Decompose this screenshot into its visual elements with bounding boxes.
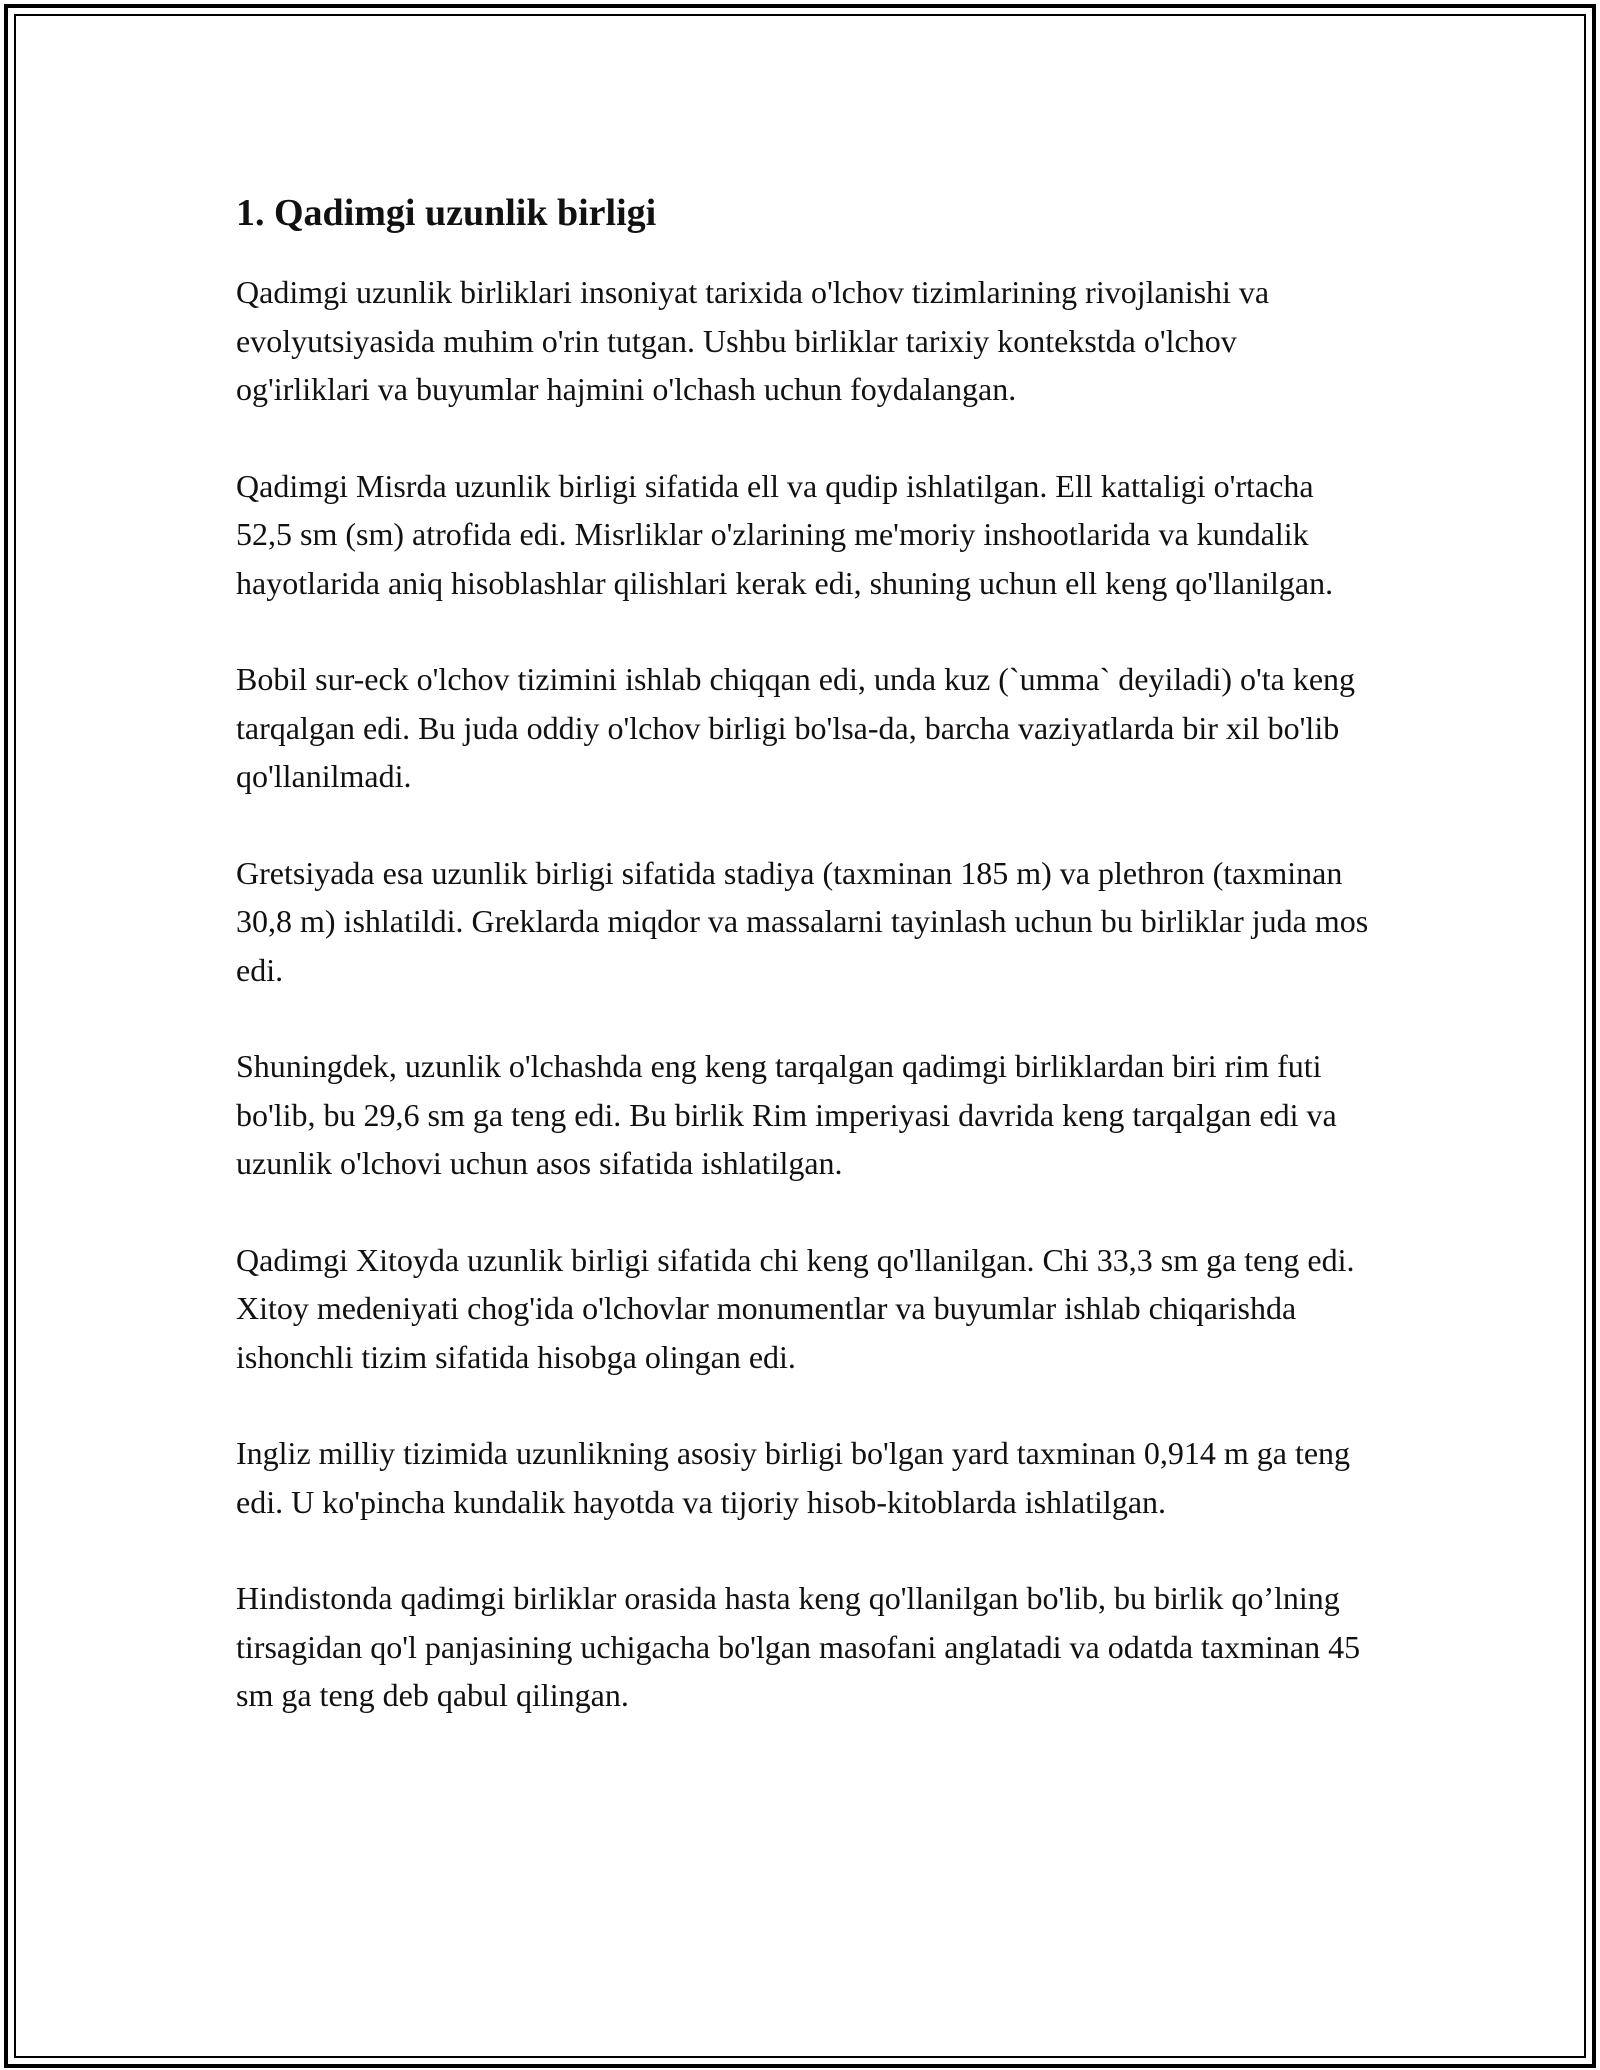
paragraph-greece: Gretsiyada esa uzunlik birligi sifatida stadiya (taxminan 185 m) va plethron (taxminan 30,8 m) ishlatildi. Greklarda miqdor va massalarni tayinlash uchun bu birliklar juda mos edi. <box>236 854 1369 988</box>
paragraph-egypt: Qadimgi Misrda uzunlik birligi sifatida ell va qudip ishlatilgan. Ell kattaligi o'rtacha 52,5 sm (sm) atrofida edi. Misrliklar o'zlarining me'moriy inshootlarida va kundalik hayotlarida aniq hisoblashlar qilishlari kerak edi, shuning uchun ell keng qo'llanilgan. <box>236 467 1334 601</box>
paragraph-india: Hindistonda qadimgi birliklar orasida hasta keng qo'llanilgan bo'lib, bu birlik qo’lning tirsagidan qo'l panjasining uchigacha bo'lgan masofani anglatadi va odatda taxminan 45 sm ga teng deb qabul qilingan. <box>236 1580 1361 1713</box>
document-content <box>236 186 1376 1768</box>
section-title: 1. Qadimgi uzunlik birligi <box>236 192 657 234</box>
paragraph-england: Ingliz milliy tizimida uzunlikning asosiy birligi bo'lgan yard taxminan 0,914 m ga teng edi. U ko'pincha kundalik hayotda va tijoriy hisob-kitoblarda ishlatilgan. <box>236 1435 1351 1520</box>
paragraph-china: Qadimgi Xitoyda uzunlik birligi sifatida chi keng qo'llanilgan. Chi 33,3 sm ga teng edi. Xitoy medeniyati chog'ida o'lchovlar monumentlar va buyumlar ishlab chiqarishda ishonchli tizim sifatida hisobga olingan edi. <box>236 1241 1355 1375</box>
paragraph-rome: Shuningdek, uzunlik o'lchashda eng keng tarqalgan qadimgi birliklardan biri rim futi bo'lib, bu 29,6 sm ga teng edi. Bu birlik Rim imperiyasi davrida keng tarqalgan edi va uzunlik o'lchovi uchun asos sifatida ishlatilgan. <box>236 1048 1337 1181</box>
paragraph-babylon: Bobil sur-eck o'lchov tizimini ishlab chiqqan edi, unda kuz (`umma` deyiladi) o'ta keng tarqalgan edi. Bu juda oddiy o'lchov birligi bo'lsa-da, barcha vaziyatlarda bir xil bo'lib qo'llanilmadi. <box>236 661 1356 794</box>
paragraph-intro: Qadimgi uzunlik birliklari insoniyat tarixida o'lchov tizimlarining rivojlanishi va evolyutsiyasida muhim o'rin tutgan. Ushbu birliklar tarixiy kontekstda o'lchov og'irliklari va buyumlar hajmini o'lchash uchun foydalangan. <box>236 274 1270 407</box>
